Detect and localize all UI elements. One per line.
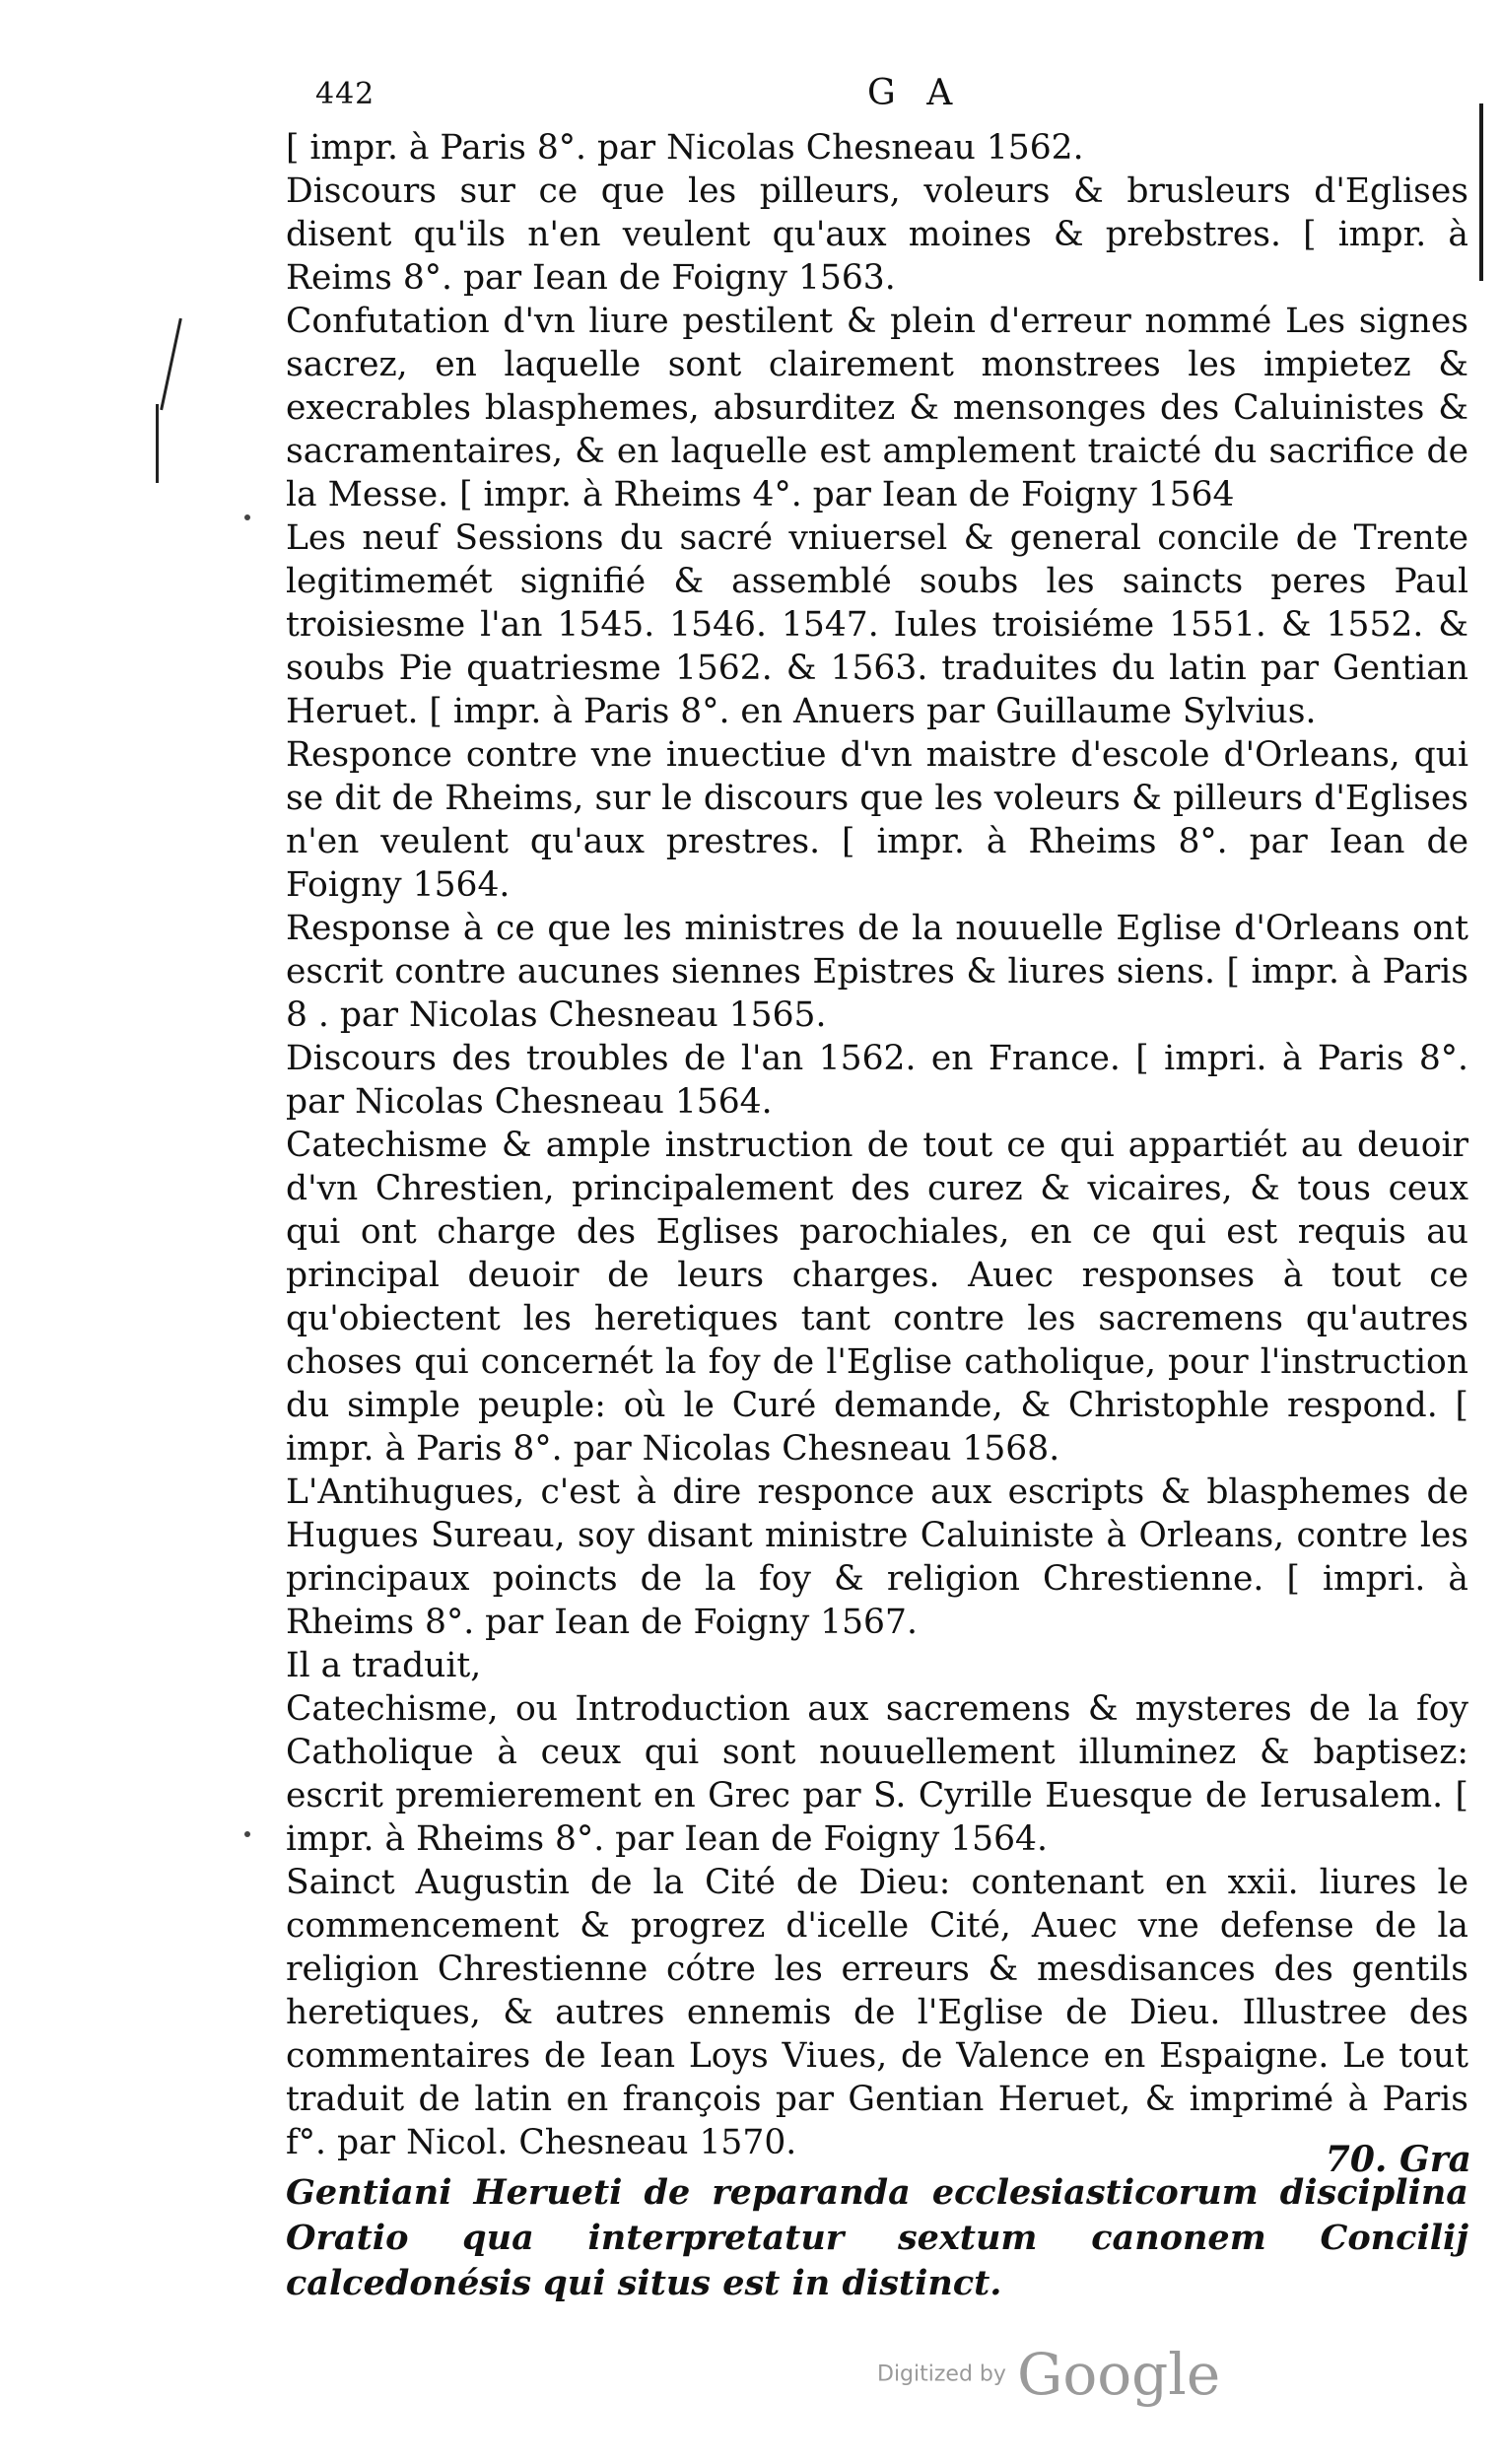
bibliography-entry: L'Antihugues, c'est à dire responce aux escripts & blasphemes de Hugues Sureau, soy disant ministre Caluiniste à Orleans, contre les principaux poincts de la foy & religion Chrestienne. [ impri. à Rheims 8°. par Iean de Foigny 1567.	[286, 1472, 1468, 1642]
bibliography-entry: Discours des troubles de l'an 1562. en France. [ impri. à Paris 8°. par Nicolas Chesneau 1564.	[286, 1039, 1468, 1122]
bibliography-entry: Catechisme & ample instruction de tout ce qui appartiét au deuoir d'vn Chrestien, principalement des curez & vicaires, & tous ceux qui ont charge des Eglises parochiales, en ce qui est requis au principal deuoir de leurs charges. Auec responses à tout ce qu'obiectent les heretiques tant contre les sacremens qu'autres choses qui concernét la foy de l'Eglise catholique, pour l'instruction du simple peuple: où le Curé demande, & Christophle respond. [ impr. à Paris 8°. par Nicolas Chesneau 1568.	[286, 1126, 1468, 1469]
running-head: G A	[867, 73, 963, 113]
margin-dot	[244, 514, 250, 520]
watermark-brand: Google	[1017, 2341, 1221, 2408]
translation-entry: Sainct Augustin de la Cité de Dieu: contenant en xxii. liures le commencement & progrez d'icelle Cité, Auec vne defense de la religion Chrestienne cótre les erreurs & mesdisances des gentils heretiques, & autres ennemis de l'Eglise de Dieu. Illustree des commentaires de Iean Loys Viues, de Valence en Espaigne. Le tout traduit de latin en françois par Gentian Heruet, & imprimé à Paris f°. par Nicol. Chesneau 1570.	[286, 1863, 1468, 2162]
digitized-watermark	[877, 2341, 1220, 2408]
bibliography-entry: Confutation d'vn liure pestilent & plein d'erreur nommé Les signes sacrez, en laquelle sont clairement monstrees les impietez & execrables blasphemes, absurditez & mensonges des Caluinistes & sacramentaires, & en laquelle est amplement traicté du sacrifice de la Messe. [ impr. à Rheims 4°. par Iean de Foigny 1564	[286, 302, 1468, 514]
bibliography-entry: Les neuf Sessions du sacré vniuersel & general concile de Trente legitimemét signifié & assemblé soubs les saincts peres Paul troisiesme l'an 1545. 1546. 1547. Iules troisiéme 1551. & 1552. & soubs Pie quatriesme 1562. & 1563. traduites du latin par Gentian Heruet. [ impr. à Paris 8°. en Anuers par Guillaume Sylvius.	[286, 518, 1468, 731]
watermark-prefix: Digitized by	[877, 2361, 1006, 2387]
margin-mark	[156, 404, 159, 483]
translation-entry: Catechisme, ou Introduction aux sacremens & mysteres de la foy Catholique à ceux qui sont nouuellement illuminez & baptisez: escrit premierement en Grec par S. Cyrille Euesque de Ierusalem. [ impr. à Rheims 8°. par Iean de Foigny 1564.	[286, 1689, 1468, 1859]
body-text	[286, 126, 1468, 2306]
catchword: 70. Gra	[1325, 2139, 1471, 2180]
section-label: Il a traduit,	[286, 1646, 482, 1685]
bibliography-entry: Response à ce que les ministres de la nouuelle Eglise d'Orleans ont escrit contre aucunes siennes Epistres & liures siens. [ impr. à Paris 8 . par Nicolas Chesneau 1565.	[286, 909, 1468, 1035]
margin-mark	[160, 318, 182, 411]
page-number: 442	[315, 77, 375, 111]
margin-dot	[244, 1831, 250, 1837]
bibliography-entry: [ impr. à Paris 8°. par Nicolas Chesneau 1562.	[286, 128, 1084, 168]
latin-entry: Gentiani Herueti de reparanda ecclesiasticorum disciplina Oratio qua interpretatur sextum canonem Concilij calcedonésis qui situs est in distinct.	[286, 2172, 1468, 2303]
bibliography-entry: Discours sur ce que les pilleurs, voleurs & brusleurs d'Eglises disent qu'ils n'en veulent qu'aux moines & prebstres. [ impr. à Reims 8°. par Iean de Foigny 1563.	[286, 171, 1468, 298]
bibliography-entry: Responce contre vne inuectiue d'vn maistre d'escole d'Orleans, qui se dit de Rheims, sur le discours que les voleurs & pilleurs d'Eglises n'en veulent qu'aux prestres. [ impr. à Rheims 8°. par Iean de Foigny 1564.	[286, 735, 1468, 905]
page-edge-mark	[1479, 103, 1483, 281]
